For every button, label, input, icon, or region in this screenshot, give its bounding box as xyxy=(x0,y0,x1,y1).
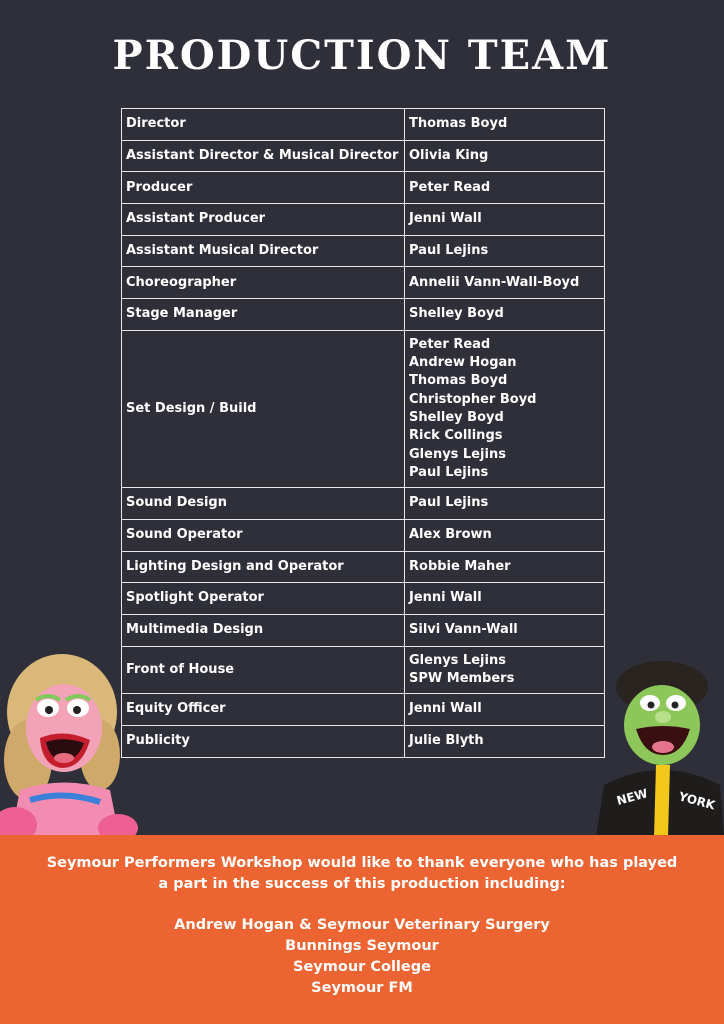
crew-member-name: Thomas Boyd xyxy=(409,373,508,389)
crew-member-name: Shelley Boyd xyxy=(409,410,504,425)
name-cell: Silvi Vann-Wall xyxy=(405,614,605,646)
role-cell: Choreographer xyxy=(122,267,405,299)
role-cell: Assistant Producer xyxy=(122,204,405,236)
crew-member-name: Rick Collings xyxy=(409,428,503,444)
role-cell: Equity Officer xyxy=(122,694,405,726)
role-cell: Producer xyxy=(122,172,405,204)
crew-member-name: Peter Read xyxy=(409,336,491,352)
table-row xyxy=(122,204,605,236)
green-puppet-icon xyxy=(596,655,724,837)
role-cell: Front of House xyxy=(122,646,405,694)
table-row xyxy=(122,109,605,141)
name-cell: Olivia King xyxy=(405,140,605,172)
name-cell: Peter Read xyxy=(405,172,605,204)
role-cell: Set Design / Build xyxy=(122,330,405,487)
sponsor-item: Bunnings Seymour xyxy=(285,938,439,954)
name-cell: Jenni Wall xyxy=(405,204,605,236)
name-cell: Paul Lejins xyxy=(405,488,605,520)
role-cell: Assistant Musical Director xyxy=(122,235,405,267)
name-cell: Robbie Maher xyxy=(405,551,605,583)
page-title: PRODUCTION TEAM xyxy=(112,32,612,79)
role-cell: Stage Manager xyxy=(122,299,405,331)
table-row xyxy=(122,172,605,204)
name-cell: Shelley Boyd xyxy=(405,299,605,331)
thanks-footer xyxy=(0,835,724,1024)
thanks-line-1: Seymour Performers Workshop would like to thank everyone who has played xyxy=(46,855,678,871)
role-cell: Sound Design xyxy=(122,488,405,520)
role-cell: Lighting Design and Operator xyxy=(122,551,405,583)
role-cell: Director xyxy=(122,109,405,141)
role-cell: Spotlight Operator xyxy=(122,583,405,615)
crew-member-name: Glenys Lejins xyxy=(409,652,506,668)
table-row xyxy=(122,725,605,757)
crew-member-name: Christopher Boyd xyxy=(409,391,537,407)
role-cell: Assistant Director & Musical Director xyxy=(122,140,405,172)
table-row xyxy=(122,551,605,583)
blonde-puppet-icon xyxy=(0,650,140,840)
table-row xyxy=(122,267,605,299)
role-cell: Publicity xyxy=(122,725,405,757)
crew-member-name: Paul Lejins xyxy=(409,464,489,480)
table-row xyxy=(122,583,605,615)
puppet-jacket-text-left: NEW xyxy=(615,786,650,808)
puppet-jacket-text-right: YORK xyxy=(677,789,717,813)
table-row xyxy=(122,330,605,487)
name-cell: Alex Brown xyxy=(405,519,605,551)
production-team-table xyxy=(121,108,605,758)
sponsor-item: Seymour FM xyxy=(311,980,413,996)
name-cell: Julie Blyth xyxy=(405,725,605,757)
table-row xyxy=(122,488,605,520)
sponsor-list xyxy=(0,915,724,999)
role-cell: Sound Operator xyxy=(122,519,405,551)
sponsor-item: Andrew Hogan & Seymour Veterinary Surgery xyxy=(174,917,550,933)
role-cell: Multimedia Design xyxy=(122,614,405,646)
name-cell: Paul Lejins xyxy=(405,235,605,267)
name-cell xyxy=(405,646,605,694)
table-row xyxy=(122,519,605,551)
table-row xyxy=(122,235,605,267)
thanks-text xyxy=(0,853,724,895)
table-row xyxy=(122,614,605,646)
thanks-line-2: a part in the success of this production including: xyxy=(158,876,566,892)
table-row xyxy=(122,299,605,331)
table-row xyxy=(122,646,605,694)
crew-member-name: Glenys Lejins xyxy=(409,446,506,462)
table-row xyxy=(122,140,605,172)
crew-member-name: SPW Members xyxy=(409,670,515,686)
name-cell: Annelii Vann-Wall-Boyd xyxy=(405,267,605,299)
table-row xyxy=(122,694,605,726)
name-cell xyxy=(405,330,605,487)
crew-member-name: Andrew Hogan xyxy=(409,355,517,371)
name-cell: Jenni Wall xyxy=(405,694,605,726)
sponsor-item: Seymour College xyxy=(293,959,431,975)
name-cell: Thomas Boyd xyxy=(405,109,605,141)
name-cell: Jenni Wall xyxy=(405,583,605,615)
